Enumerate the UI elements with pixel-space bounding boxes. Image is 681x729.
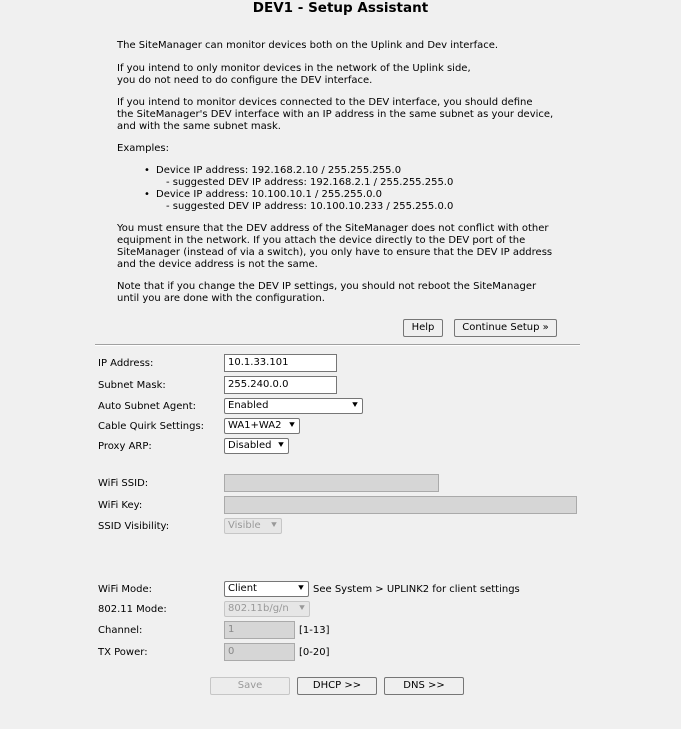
tx-power-input[interactable]: 0 [224,643,295,661]
80211-mode-value: 802.11b/g/n [228,603,289,614]
intro-p1: The SiteManager can monitor devices both on the Uplink and Dev interface. [117,40,499,51]
divider [95,344,580,346]
page-title: DEV1 - Setup Assistant [252,0,429,16]
wifi-mode-select[interactable] [224,581,309,597]
intro-p5b: until you are done with the configuration. [117,293,325,304]
intro-p3a: If you intend to monitor devices connected to the DEV interface, you should define [117,97,533,108]
examples-label: Examples: [117,143,169,154]
80211-mode-select[interactable] [224,601,310,617]
chevron-down-icon: ⯆ [297,583,305,594]
channel-input[interactable]: 1 [224,621,295,639]
intro-p2a: If you intend to only monitor devices in the network of the Uplink side, [117,63,471,74]
intro-p2b: you do not need to do configure the DEV interface. [117,75,373,86]
ip-address-label: IP Address: [98,358,154,369]
channel-label: Channel: [98,625,143,636]
subnet-mask-input[interactable]: 255.240.0.0 [224,376,337,394]
ssid-visibility-label: SSID Visibility: [98,521,170,532]
intro-p4c: SiteManager (instead of via a switch), you only have to ensure that the DEV IP address [117,247,553,258]
dhcp-button[interactable]: DHCP >> [297,677,377,695]
save-button[interactable]: Save [210,677,290,695]
bullet-icon: • [144,189,150,200]
channel-range: [1-13] [299,625,330,636]
80211-mode-label: 802.11 Mode: [98,604,167,615]
wifi-ssid-label: WiFi SSID: [98,478,149,489]
example-1-suggested [166,177,453,189]
proxy-arp-select[interactable] [224,438,289,454]
intro-p5a: Note that if you change the DEV IP settings, you should not reboot the SiteManager [117,281,537,292]
example-2 [144,189,382,201]
continue-setup-button[interactable]: Continue Setup » [454,319,557,337]
help-button[interactable]: Help [403,319,443,337]
bullet-icon: • [144,165,150,176]
wifi-mode-note: See System > UPLINK2 for client settings [313,584,520,595]
auto-subnet-agent-label: Auto Subnet Agent: [98,401,196,412]
chevron-down-icon: ⯆ [270,520,278,531]
example-1-device: Device IP address: 192.168.2.10 / 255.255.255.0 [156,165,402,176]
wifi-key-label: WiFi Key: [98,500,143,511]
tx-power-range: [0-20] [299,647,330,658]
ssid-visibility-select[interactable] [224,518,282,534]
proxy-arp-value: Disabled [228,440,272,451]
example-2-suggested-text: - suggested DEV IP address: 10.100.10.233 / 255.255.0.0 [166,201,454,212]
wifi-mode-label: WiFi Mode: [98,584,153,595]
example-2-suggested [166,201,453,213]
chevron-down-icon: ⯆ [277,440,285,451]
ip-address-input[interactable]: 10.1.33.101 [224,354,337,372]
intro-p4a: You must ensure that the DEV address of the SiteManager does not conflict with other [117,223,549,234]
chevron-down-icon: ⯆ [298,603,306,614]
auto-subnet-agent-value: Enabled [228,400,269,411]
cable-quirk-label: Cable Quirk Settings: [98,421,205,432]
example-1-suggested-text: - suggested DEV IP address: 192.168.2.1 / 255.255.255.0 [166,177,454,188]
cable-quirk-value: WA1+WA2 [228,420,282,431]
tx-power-label: TX Power: [98,647,148,658]
example-1 [144,165,402,177]
proxy-arp-label: Proxy ARP: [98,441,152,452]
chevron-down-icon: ⯆ [288,420,296,431]
cable-quirk-select[interactable] [224,418,300,434]
intro-p4b: equipment in the network. If you attach the device directly to the DEV port of the [117,235,526,246]
wifi-mode-value: Client [228,583,257,594]
auto-subnet-agent-select[interactable] [224,398,363,414]
chevron-down-icon: ⯆ [351,400,359,411]
intro-p3c: and with the same subnet mask. [117,121,281,132]
example-2-device: Device IP address: 10.100.10.1 / 255.255.0.0 [156,189,382,200]
intro-p3b: the SiteManager's DEV interface with an IP address in the same subnet as your device, [117,109,554,120]
wifi-key-input[interactable] [224,496,577,514]
wifi-ssid-input[interactable] [224,474,439,492]
ssid-visibility-value: Visible [228,520,261,531]
subnet-mask-label: Subnet Mask: [98,380,166,391]
intro-p4d: and the device address is not the same. [117,259,318,270]
dns-button[interactable]: DNS >> [384,677,464,695]
